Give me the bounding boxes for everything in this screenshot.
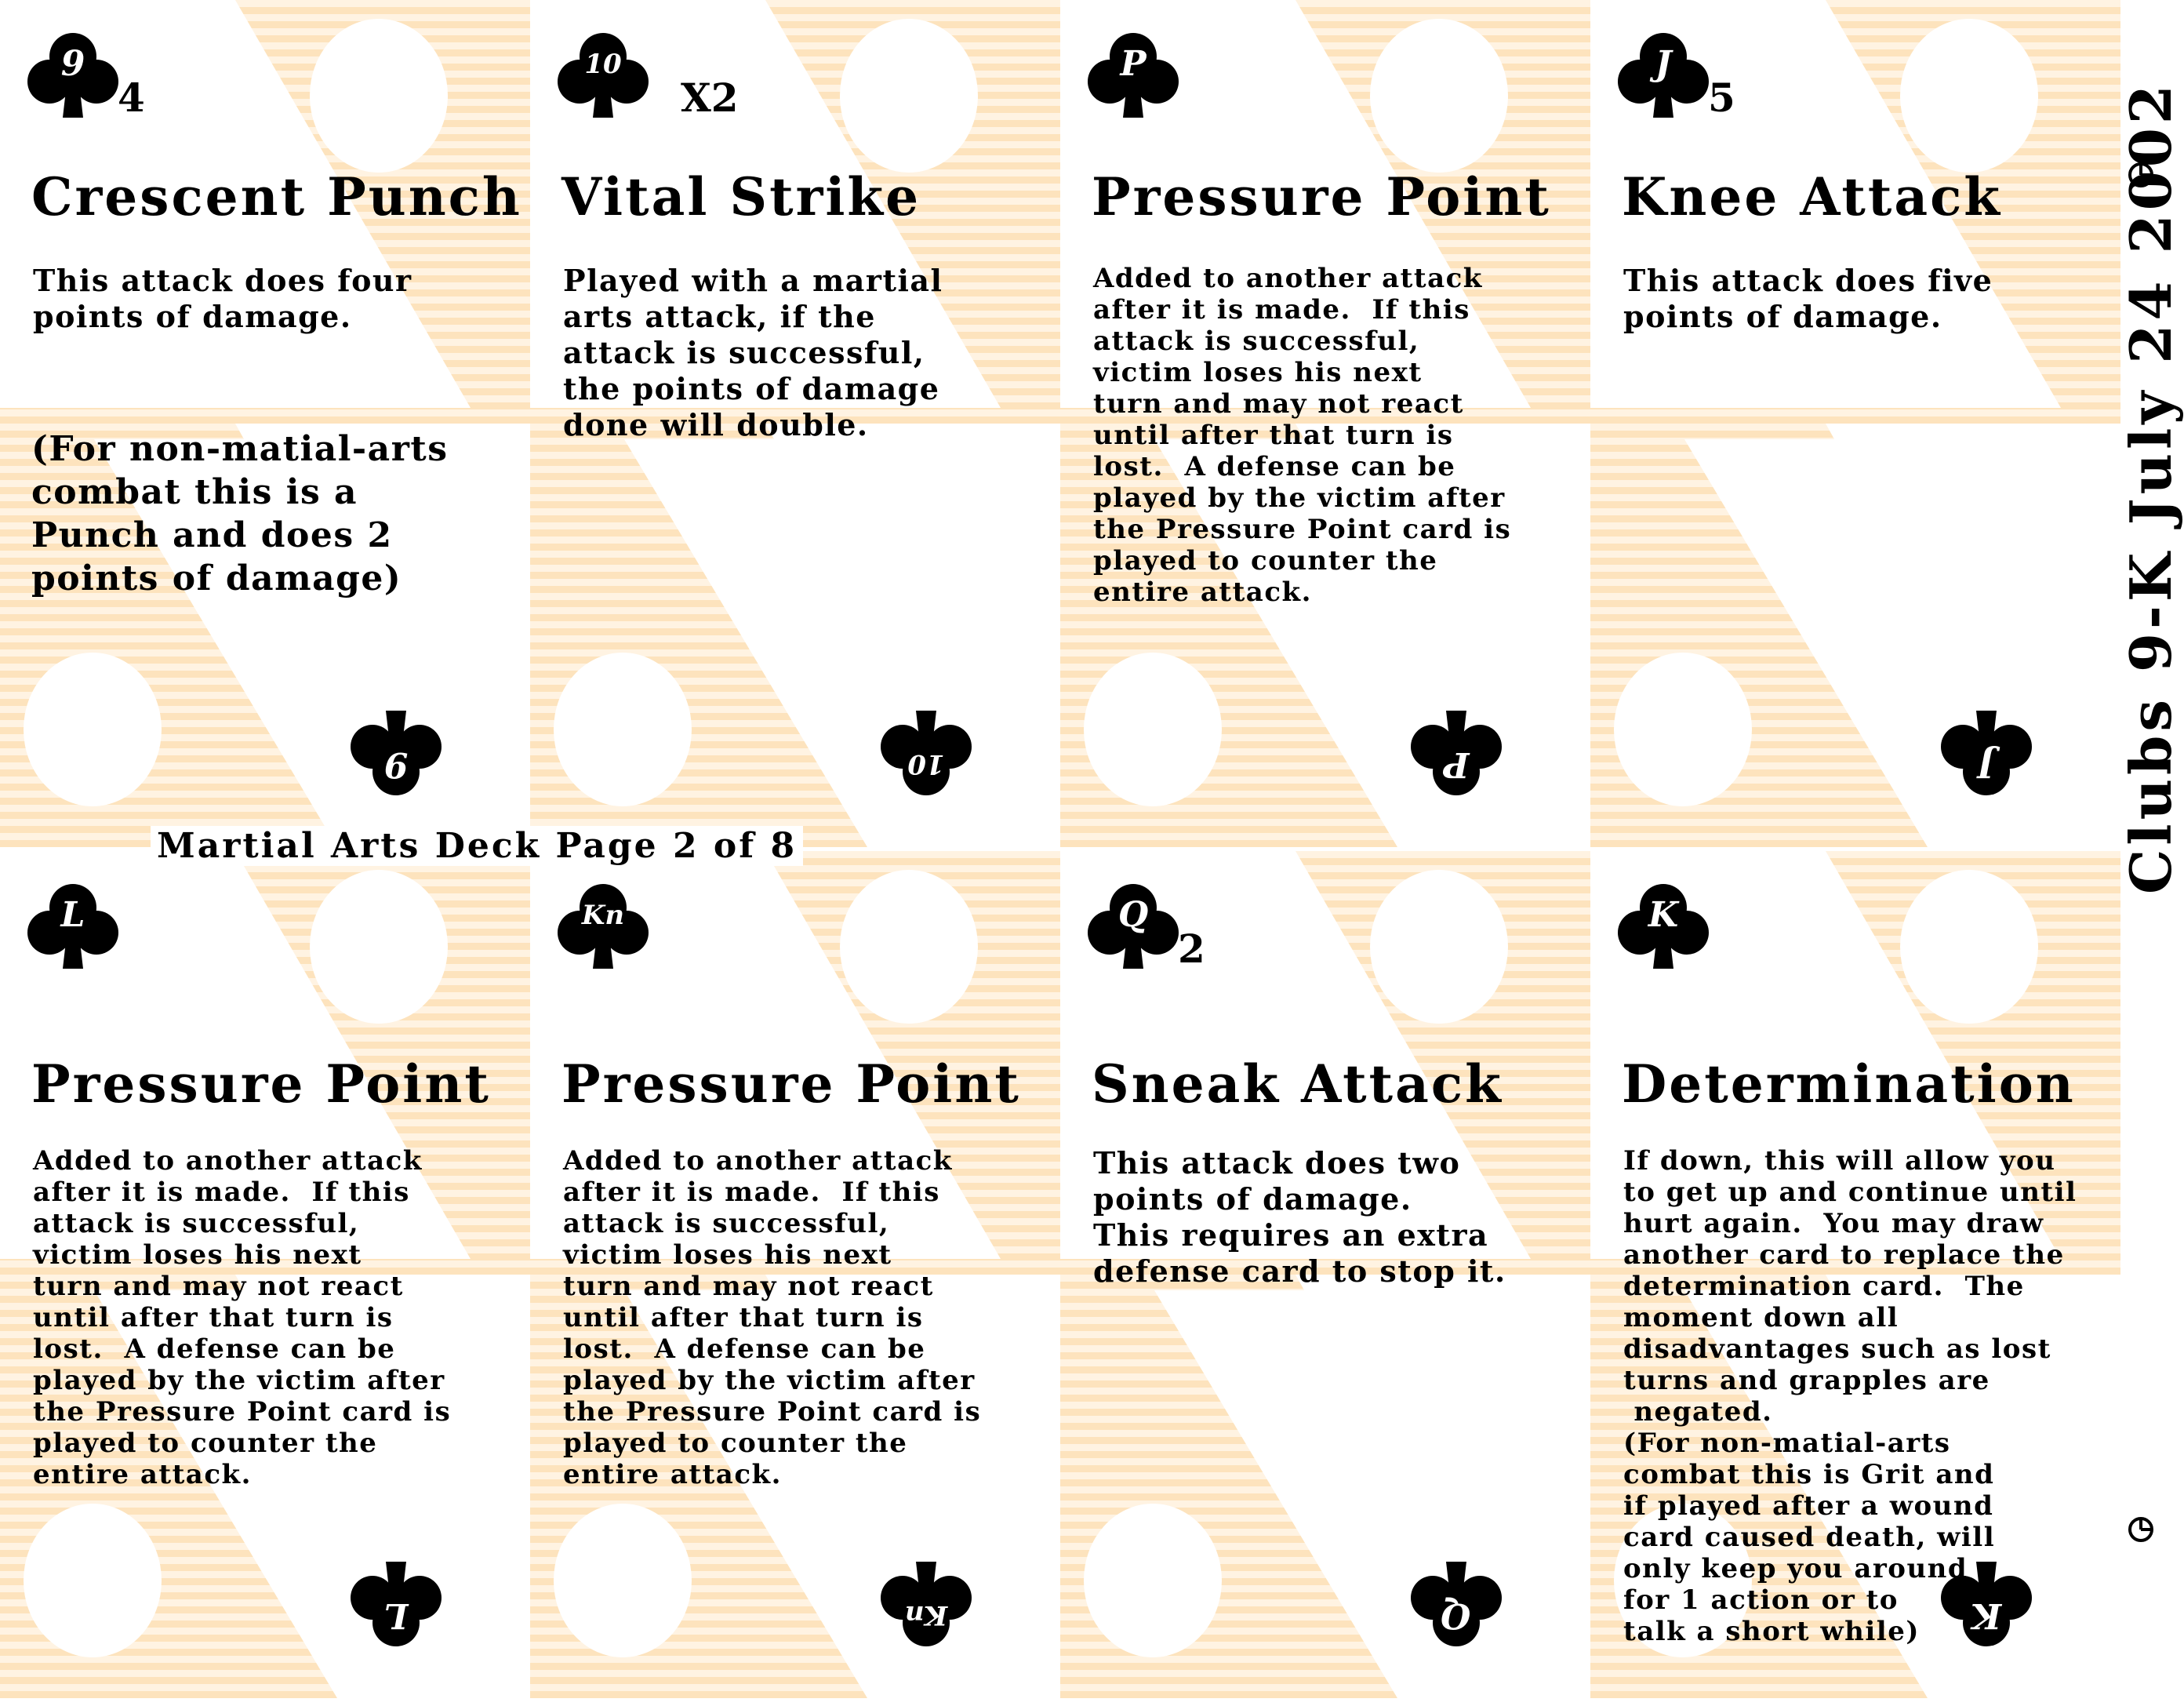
card (0, 851, 530, 1698)
card-rank: 9 (60, 44, 85, 84)
card-count: 2 (1178, 926, 1205, 972)
card-rank-inverted: Q (1441, 1595, 1472, 1635)
card-rank-inverted: K (1971, 1595, 2002, 1635)
card-title: Pressure Point (31, 1053, 491, 1115)
club-icon (351, 706, 441, 798)
club-icon (1412, 1557, 1501, 1650)
card-text: This attack does two points of damage. This requires an extra defense card to stop it. (1093, 1145, 1506, 1289)
card (1060, 0, 1590, 847)
card-count: 4 (118, 75, 145, 121)
card-text: Played with a martial arts attack, if the attack is successful, the points of damage done will double. (563, 263, 943, 442)
card-rank: L (60, 895, 85, 935)
card-pattern (0, 0, 530, 847)
card-title: Pressure Point (1092, 166, 1551, 227)
card-rank-inverted: J (1978, 744, 1995, 784)
club-icon (351, 1557, 441, 1650)
card-text: Added to another attack after it is made. If this attack is successful, victim loses his next turn and may not react until after that turn is lost. A defense can be played by the victim after the Pressure Point card is played to counter the entire attack. (33, 1145, 452, 1490)
card-rank-inverted: L (383, 1595, 409, 1635)
club-icon (1942, 706, 2031, 798)
card-text: This attack does four points of damage. (33, 263, 412, 334)
card-rank: Kn (581, 900, 625, 931)
card-rank-inverted: P (1443, 744, 1470, 784)
card-title: Sneak Attack (1092, 1053, 1503, 1115)
card-rank: K (1648, 895, 1679, 935)
card-rank-inverted: Kn (904, 1599, 948, 1631)
card-text: Added to another attack after it is made. If this attack is successful, victim loses his next turn and may not react until after that turn is lost. A defense can be played by the victim after the Pressure Point card is played to counter the entire attack. (563, 1145, 982, 1490)
card-title: Knee Attack (1622, 166, 2003, 227)
card-title: Crescent Punch (31, 166, 522, 227)
club-icon (881, 706, 971, 798)
card-count: X2 (681, 75, 739, 121)
club-icon (1619, 881, 1708, 973)
card (1590, 851, 2120, 1698)
card-rank-inverted: 10 (907, 748, 945, 780)
card-rank: P (1120, 44, 1147, 84)
card-text: This attack does five points of damage. (1623, 263, 1993, 334)
card (1060, 851, 1590, 1698)
club-icon (1088, 30, 1178, 122)
card-note: (For non-matial-arts combat this is a Punch and does 2 points of damage) (31, 429, 449, 598)
club-icon (1088, 881, 1178, 973)
card-text: Added to another attack after it is made. If this attack is successful, victim loses his next turn and may not react until after that turn is lost. A defense can be played by the victim after the Pressure Point card is played to counter the entire attack. (1093, 263, 1512, 608)
card-rank: J (1655, 44, 1672, 84)
card-rank-inverted: 9 (383, 744, 409, 784)
club-icon (28, 30, 118, 122)
club-icon (558, 881, 648, 973)
club-icon (558, 30, 648, 122)
side-label: Clubs 9-K July 24 2002 (2117, 81, 2184, 894)
club-icon (28, 881, 118, 973)
card-title: Determination (1622, 1053, 2076, 1115)
card (1590, 0, 2120, 847)
card-title: Pressure Point (561, 1053, 1021, 1115)
club-icon (1412, 706, 1501, 798)
card-count: 5 (1708, 75, 1735, 121)
club-icon (1619, 30, 1708, 122)
card-pattern (1590, 0, 2120, 847)
club-icon (881, 1557, 971, 1650)
card-rank: Q (1117, 895, 1149, 935)
card-text: If down, this will allow you to get up and continue until hurt again. You may draw another card to replace the determination card. The moment down all disadvantages such as lost turns and grapples are negated. (For non-matial-arts combat this is Grit and if played after a wound card caused death, will only keep you around for 1 action or to talk a short while) (1623, 1145, 2077, 1647)
card (530, 851, 1060, 1698)
card-title: Vital Strike (561, 166, 921, 227)
card-rank: 10 (584, 49, 622, 80)
page-label: Martial Arts Deck Page 2 of 8 (151, 826, 803, 866)
card (0, 0, 530, 847)
card (530, 0, 1060, 847)
registration-mark-icon (2127, 1515, 2155, 1544)
